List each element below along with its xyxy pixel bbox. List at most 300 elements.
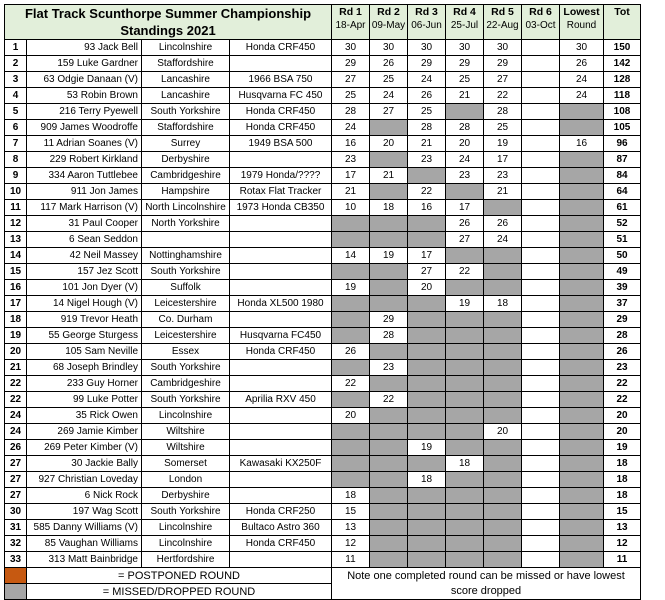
postponed-label: = POSTPONED ROUND [27,568,332,584]
bike-cell [230,440,332,456]
round-score-cell [446,312,484,328]
bike-cell [230,216,332,232]
table-row [5,408,641,424]
round-score-cell: 25 [370,72,408,88]
round-score-cell: 15 [332,504,370,520]
round-score-cell [522,312,560,328]
table-row [5,488,641,504]
county-cell: North Yorkshire [142,216,230,232]
county-cell: Wiltshire [142,440,230,456]
county-cell: Nottinghamshire [142,248,230,264]
position-cell: 19 [5,328,27,344]
header-rd4: Rd 4 25-Jul [446,5,484,40]
table-row [5,216,641,232]
missed-swatch [5,584,27,600]
round-score-cell: 26 [370,56,408,72]
round-score-cell [332,264,370,280]
round-score-cell [332,424,370,440]
round-score-cell [370,552,408,568]
round-score-cell: 22 [370,392,408,408]
header-total: Tot [604,5,641,40]
total-cell: 108 [604,104,641,120]
table-row [5,168,641,184]
round-score-cell [484,344,522,360]
round-score-cell: 29 [446,56,484,72]
round-score-cell: 25 [332,88,370,104]
rider-cell: 93 Jack Bell [27,40,142,56]
position-cell: 22 [5,376,27,392]
header-rd6: Rd 6 03-Oct [522,5,560,40]
round-score-cell: 27 [408,264,446,280]
rider-cell: 313 Matt Bainbridge [27,552,142,568]
position-cell: 6 [5,120,27,136]
round-score-cell [446,440,484,456]
bike-cell [230,56,332,72]
position-cell: 22 [5,392,27,408]
lowest-round-cell [560,440,604,456]
lowest-round-cell [560,456,604,472]
position-cell: 15 [5,264,27,280]
total-cell: 150 [604,40,641,56]
bike-cell: Honda CRF450 [230,104,332,120]
round-score-cell [446,344,484,360]
total-cell: 87 [604,152,641,168]
round-score-cell [522,536,560,552]
lowest-round-cell [560,200,604,216]
rider-cell: 6 Sean Seddon [27,232,142,248]
lowest-round-cell [560,344,604,360]
round-score-cell [446,408,484,424]
round-score-cell [484,504,522,520]
lowest-round-cell [560,104,604,120]
rider-cell: 229 Robert Kirkland [27,152,142,168]
rider-cell: 31 Paul Cooper [27,216,142,232]
bike-cell [230,472,332,488]
lowest-round-cell [560,536,604,552]
round-score-cell: 19 [446,296,484,312]
lowest-round-cell [560,184,604,200]
postponed-swatch [5,568,27,584]
round-score-cell [522,552,560,568]
position-cell: 20 [5,344,27,360]
bike-cell [230,424,332,440]
rider-cell: 269 Jamie Kimber [27,424,142,440]
position-cell: 32 [5,536,27,552]
round-score-cell: 26 [332,344,370,360]
rider-cell: 35 Rick Owen [27,408,142,424]
total-cell: 13 [604,520,641,536]
round-score-cell: 14 [332,248,370,264]
round-score-cell: 23 [484,168,522,184]
table-row [5,328,641,344]
county-cell: Cambridgeshire [142,168,230,184]
round-score-cell [446,424,484,440]
lowest-round-cell [560,360,604,376]
lowest-round-cell [560,328,604,344]
round-score-cell [408,552,446,568]
county-cell: Derbyshire [142,152,230,168]
bike-cell: Aprilia RXV 450 [230,392,332,408]
rider-cell: 55 George Sturgess [27,328,142,344]
round-score-cell [484,536,522,552]
position-cell: 31 [5,520,27,536]
lowest-round-cell [560,120,604,136]
table-row [5,56,641,72]
county-cell: Lincolnshire [142,40,230,56]
round-score-cell: 13 [332,520,370,536]
position-cell: 27 [5,456,27,472]
position-cell: 24 [5,424,27,440]
total-cell: 61 [604,200,641,216]
round-score-cell: 22 [446,264,484,280]
position-cell: 16 [5,280,27,296]
rider-cell: 53 Robin Brown [27,88,142,104]
round-score-cell [484,488,522,504]
bike-cell: Honda CRF450 [230,344,332,360]
header-rd3: Rd 3 06-Jun [408,5,446,40]
total-cell: 11 [604,552,641,568]
bike-cell [230,232,332,248]
position-cell: 21 [5,360,27,376]
round-score-cell [408,296,446,312]
round-score-cell [408,408,446,424]
total-cell: 20 [604,408,641,424]
round-score-cell [370,264,408,280]
lowest-round-cell: 16 [560,136,604,152]
position-cell: 8 [5,152,27,168]
round-score-cell: 30 [408,40,446,56]
round-score-cell: 11 [332,552,370,568]
round-score-cell [522,456,560,472]
bike-cell: Bultaco Astro 360 [230,520,332,536]
round-score-cell: 18 [484,296,522,312]
round-score-cell [370,536,408,552]
table-row [5,88,641,104]
round-score-cell: 21 [408,136,446,152]
round-score-cell [332,328,370,344]
round-score-cell: 23 [370,360,408,376]
round-score-cell: 19 [408,440,446,456]
table-row [5,104,641,120]
table-row [5,280,641,296]
round-score-cell: 30 [484,40,522,56]
table-title [5,5,332,40]
lowest-round-cell [560,504,604,520]
round-score-cell: 18 [332,488,370,504]
round-score-cell [522,200,560,216]
county-cell: North Lincolnshire [142,200,230,216]
bike-cell [230,152,332,168]
lowest-round-cell: 24 [560,88,604,104]
table-row [5,472,641,488]
county-cell: Staffordshire [142,56,230,72]
bike-cell: Husqvarna FC450 [230,328,332,344]
rider-cell: 911 Jon James [27,184,142,200]
round-score-cell [484,408,522,424]
total-cell: 18 [604,488,641,504]
table-row [5,200,641,216]
round-score-cell: 20 [484,424,522,440]
table-row [5,376,641,392]
round-score-cell: 17 [484,152,522,168]
standings-table [4,4,641,600]
bike-cell [230,264,332,280]
round-score-cell [484,360,522,376]
round-score-cell: 24 [446,152,484,168]
round-score-cell [408,312,446,328]
round-score-cell: 24 [370,88,408,104]
round-score-cell [370,456,408,472]
table-row [5,456,641,472]
rider-cell: 85 Vaughan Williams [27,536,142,552]
county-cell: South Yorkshire [142,392,230,408]
round-score-cell [522,104,560,120]
rules-note: Note one completed round can be missed or have lowest score dropped [332,568,641,600]
total-cell: 39 [604,280,641,296]
lowest-round-cell [560,488,604,504]
round-score-cell [522,120,560,136]
round-score-cell [522,408,560,424]
standings-sheet [4,4,641,600]
round-score-cell [484,456,522,472]
round-score-cell: 21 [332,184,370,200]
round-score-cell: 17 [446,200,484,216]
round-score-cell: 23 [408,152,446,168]
table-row [5,360,641,376]
round-score-cell [484,392,522,408]
round-score-cell: 29 [370,312,408,328]
round-score-cell [522,296,560,312]
round-score-cell: 18 [408,472,446,488]
total-cell: 142 [604,56,641,72]
round-score-cell: 18 [370,200,408,216]
rider-cell: 909 James Woodroffe [27,120,142,136]
round-score-cell [370,408,408,424]
bike-cell: Honda CRF250 [230,504,332,520]
total-cell: 51 [604,232,641,248]
round-score-cell: 28 [484,104,522,120]
rider-cell: 30 Jackie Bally [27,456,142,472]
round-score-cell: 27 [370,104,408,120]
rider-cell: 63 Odgie Danaan (V) [27,72,142,88]
round-score-cell: 20 [446,136,484,152]
round-score-cell [522,184,560,200]
county-cell: Somerset [142,456,230,472]
lowest-round-cell [560,552,604,568]
round-score-cell [408,344,446,360]
bike-cell: 1979 Honda/???? [230,168,332,184]
round-score-cell [446,328,484,344]
round-score-cell: 21 [370,168,408,184]
table-row [5,264,641,280]
county-cell: Wiltshire [142,424,230,440]
county-cell: Co. Durham [142,312,230,328]
lowest-round-cell [560,312,604,328]
round-score-cell [332,440,370,456]
round-score-cell [522,344,560,360]
county-cell [142,232,230,248]
table-row [5,296,641,312]
round-score-cell [408,360,446,376]
header-lowest: Lowest Round [560,5,604,40]
legend-row-postponed [5,568,641,584]
round-score-cell: 17 [408,248,446,264]
round-score-cell [446,376,484,392]
position-cell: 7 [5,136,27,152]
table-row [5,536,641,552]
round-score-cell [370,232,408,248]
county-cell: Lincolnshire [142,536,230,552]
rider-cell: 216 Terry Pyewell [27,104,142,120]
round-score-cell [408,424,446,440]
total-cell: 37 [604,296,641,312]
position-cell: 18 [5,312,27,328]
position-cell: 14 [5,248,27,264]
total-cell: 28 [604,328,641,344]
bike-cell: Honda CRF450 [230,536,332,552]
header-rd1: Rd 1 18-Apr [332,5,370,40]
table-row [5,136,641,152]
round-score-cell: 30 [446,40,484,56]
round-score-cell: 20 [332,408,370,424]
round-score-cell: 30 [332,40,370,56]
round-score-cell [408,216,446,232]
round-score-cell: 24 [408,72,446,88]
lowest-round-cell: 30 [560,40,604,56]
round-score-cell: 26 [446,216,484,232]
missed-label: = MISSED/DROPPED ROUND [27,584,332,600]
round-score-cell [522,248,560,264]
rider-cell: 11 Adrian Soanes (V) [27,136,142,152]
header-row [5,5,641,40]
round-score-cell [446,184,484,200]
round-score-cell [522,152,560,168]
round-score-cell [370,376,408,392]
rider-cell: 197 Wag Scott [27,504,142,520]
round-score-cell [522,392,560,408]
total-cell: 96 [604,136,641,152]
total-cell: 12 [604,536,641,552]
bike-cell [230,488,332,504]
round-score-cell: 27 [446,232,484,248]
position-cell: 9 [5,168,27,184]
round-score-cell [370,520,408,536]
table-row [5,344,641,360]
round-score-cell [408,520,446,536]
table-row [5,504,641,520]
bike-cell: 1949 BSA 500 [230,136,332,152]
round-score-cell [370,280,408,296]
table-row [5,392,641,408]
round-score-cell [370,120,408,136]
round-score-cell [446,104,484,120]
bike-cell: Rotax Flat Tracker [230,184,332,200]
county-cell: London [142,472,230,488]
position-cell: 5 [5,104,27,120]
county-cell: South Yorkshire [142,360,230,376]
lowest-round-cell [560,152,604,168]
bike-cell: Honda XL500 1980 [230,296,332,312]
round-score-cell [332,456,370,472]
total-cell: 26 [604,344,641,360]
round-score-cell: 18 [446,456,484,472]
round-score-cell [370,440,408,456]
county-cell: South Yorkshire [142,264,230,280]
round-score-cell [522,88,560,104]
round-score-cell [332,360,370,376]
round-score-cell [446,392,484,408]
table-row [5,184,641,200]
lowest-round-cell [560,520,604,536]
round-score-cell: 26 [408,88,446,104]
round-score-cell: 27 [332,72,370,88]
round-score-cell [370,472,408,488]
county-cell: Suffolk [142,280,230,296]
title-line-1: Flat Track Scunthorpe Summer Championship [24,6,312,21]
round-score-cell [408,328,446,344]
total-cell: 49 [604,264,641,280]
lowest-round-cell [560,232,604,248]
county-cell: Hampshire [142,184,230,200]
round-score-cell: 22 [408,184,446,200]
lowest-round-cell [560,216,604,232]
round-score-cell: 21 [446,88,484,104]
rider-cell: 42 Neil Massey [27,248,142,264]
position-cell: 24 [5,408,27,424]
round-score-cell [370,424,408,440]
round-score-cell [332,312,370,328]
title-line-2: Standings 2021 [120,23,216,38]
round-score-cell [522,168,560,184]
round-score-cell [522,136,560,152]
county-cell: Hertfordshire [142,552,230,568]
round-score-cell: 24 [484,232,522,248]
lowest-round-cell: 26 [560,56,604,72]
rider-cell: 334 Aaron Tuttlebee [27,168,142,184]
position-cell: 26 [5,440,27,456]
lowest-round-cell [560,376,604,392]
round-score-cell: 25 [408,104,446,120]
total-cell: 105 [604,120,641,136]
round-score-cell: 23 [446,168,484,184]
round-score-cell: 16 [408,200,446,216]
round-score-cell [522,504,560,520]
round-score-cell [484,552,522,568]
round-score-cell [522,280,560,296]
round-score-cell [446,552,484,568]
lowest-round-cell [560,392,604,408]
bike-cell: Kawasaki KX250F [230,456,332,472]
round-score-cell [446,488,484,504]
round-score-cell [370,488,408,504]
county-cell: Leicestershire [142,328,230,344]
round-score-cell: 20 [370,136,408,152]
county-cell: Cambridgeshire [142,376,230,392]
round-score-cell: 28 [408,120,446,136]
round-score-cell [484,472,522,488]
bike-cell [230,376,332,392]
bike-cell: Husqvarna FC 450 [230,88,332,104]
table-row [5,424,641,440]
rider-cell: 159 Luke Gardner [27,56,142,72]
position-cell: 33 [5,552,27,568]
position-cell: 4 [5,88,27,104]
total-cell: 50 [604,248,641,264]
bike-cell: 1973 Honda CB350 [230,200,332,216]
rider-cell: 927 Christian Loveday [27,472,142,488]
round-score-cell: 22 [332,376,370,392]
round-score-cell [522,520,560,536]
